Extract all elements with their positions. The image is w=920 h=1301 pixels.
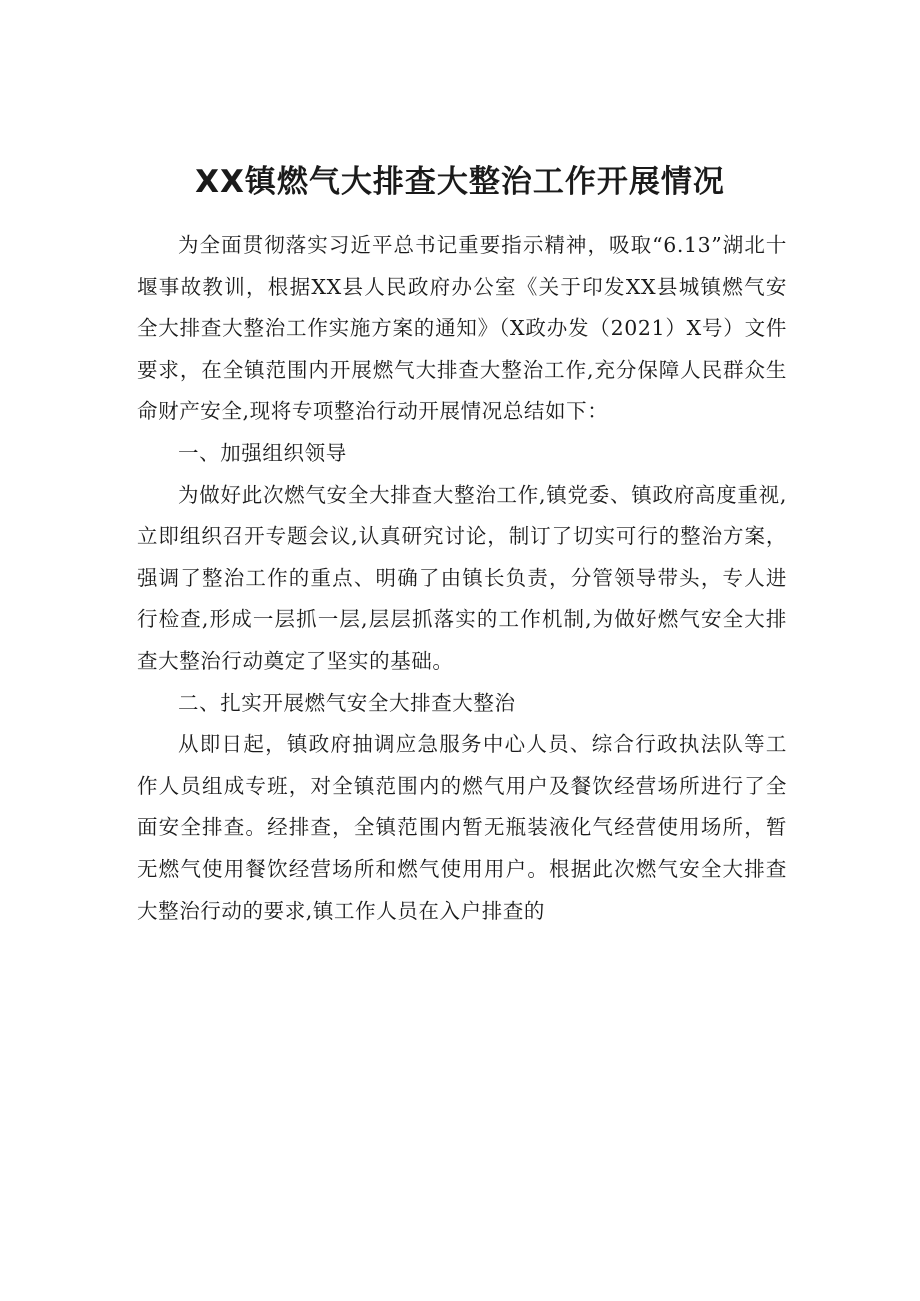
paragraph-intro: 为全面贯彻落实习近平总书记重要指示精神，吸取“6.13”湖北十堰事故教训，根据XX县人民政府办公室《关于印发XX县城镇燃气安全大排查大整治工作实施方案的通知》（X政办发（2021）X号）文件要求，在全镇范围内开展燃气大排查大整治工作,充分保障人民群众生命财产安全,现将专项整治行动开展情况总结如下： [137,233,787,424]
section-heading-1: 一、加强组织领导 [178,440,347,465]
section-heading-2: 二、扎实开展燃气安全大排查大整治 [178,690,516,715]
paragraph-section-1: 为做好此次燃气安全大排查大整治工作,镇党委、镇政府高度重视,立即组织召开专题会议,认真研究讨论，制订了切实可行的整治方案，强调了整治工作的重点、明确了由镇长负责，分管领导带头，专人进行检查,形成一层抓一层,层层抓落实的工作机制,为做好燃气安全大排查大整治行动奠定了坚实的基础。 [137,482,787,673]
document-title: XX镇燃气大排查大整治工作开展情况 [195,164,725,200]
document-body [137,225,787,932]
paragraph-section-2: 从即日起，镇政府抽调应急服务中心人员、综合行政执法队等工作人员组成专班，对全镇范围内的燃气用户及餐饮经营场所进行了全面安全排查。经排查，全镇范围内暂无瓶装液化气经营使用场所，暂无燃气使用餐饮经营场所和燃气使用用户。根据此次燃气安全大排查大整治行动的要求,镇工作人员在入户排查的 [137,732,787,923]
